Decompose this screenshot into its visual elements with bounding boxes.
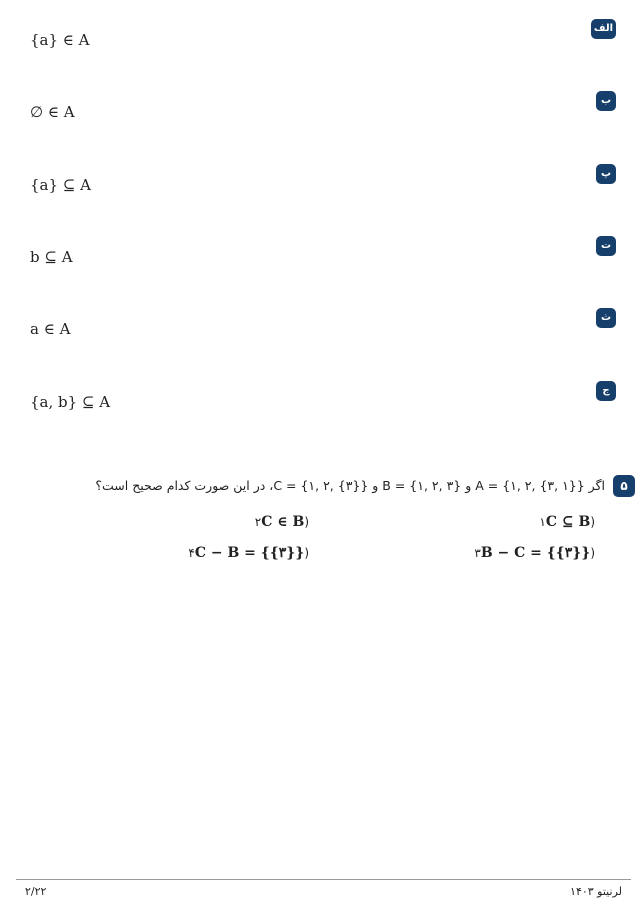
item-row (0, 164, 641, 194)
option-number: (۱ (539, 515, 595, 529)
option-2 (247, 514, 309, 530)
item-expression: ∅ ∈ A (30, 103, 75, 121)
footer-brand: لرنیتو ۱۴۰۳ (570, 885, 622, 898)
option-text: B − C = {{۳}} (480, 545, 591, 561)
option-text: C ⊆ B (545, 514, 591, 530)
item-row (0, 91, 641, 121)
option-3 (466, 545, 595, 561)
item-expression: {a} ⊆ A (30, 176, 91, 194)
item-expression: a ∈ A (30, 320, 71, 338)
question-text: اگر A = {۱, ۲, {۳, ۱}} و B = {۱, ۲, ۳} و C = {۱, ۲, {۳}}، در این صورت کدام صحیح است؟ (95, 478, 605, 493)
item-row (0, 19, 641, 49)
item-row (0, 236, 641, 266)
item-label-badge: الف (591, 19, 616, 39)
option-text: C ∈ B (261, 514, 305, 530)
footer-divider (16, 879, 631, 880)
item-label-badge: پ (596, 164, 616, 184)
option-1 (531, 514, 595, 530)
question-number-badge: ۵ (613, 475, 635, 497)
item-expression: b ⊆ A (30, 248, 73, 266)
option-number: (۲ (254, 515, 309, 529)
item-expression: {a} ∈ A (30, 31, 90, 49)
item-row (0, 308, 641, 338)
option-number: (۳ (474, 546, 595, 560)
item-label-badge: ت (596, 236, 616, 256)
option-text: C − B = {{۳}} (194, 545, 305, 561)
item-label-badge: ث (596, 308, 616, 328)
item-expression: {a, b} ⊆ A (30, 393, 111, 411)
item-row (0, 381, 641, 411)
option-number: (۴ (188, 546, 309, 560)
option-4 (180, 545, 309, 561)
page-number: ۲/۲۲ (25, 885, 47, 898)
item-label-badge: ب (596, 91, 616, 111)
item-label-badge: ج (596, 381, 616, 401)
